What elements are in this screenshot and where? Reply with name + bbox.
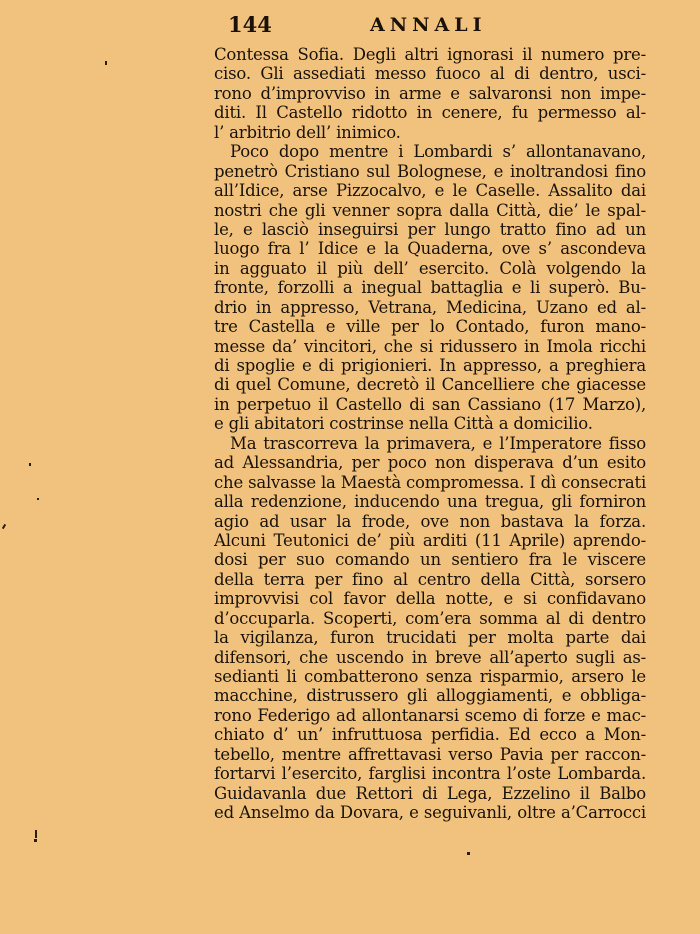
text-line: e gli abitatori costrinse nella Città a domicilio. (214, 414, 593, 434)
text-line: di quel Comune, decretò il Cancelliere che giacesse (214, 375, 646, 395)
ink-speck (467, 852, 470, 855)
text-line: sedianti li combatterono senza risparmio, arsero le (214, 667, 646, 686)
text-line: Contessa Sofia. Degli altri ignorasi il numero pre- (214, 45, 646, 64)
text-line: penetrò Cristiano sul Bolognese, e inoltrandosi fino (214, 161, 646, 181)
text-line: l’ arbitrio dell’ inimico. (214, 122, 401, 142)
ink-speck (105, 61, 107, 65)
text-line: difensori, che uscendo in breve all’aperto sugli as- (214, 647, 646, 667)
text-line: chiato d’ un’ infruttuosa perfidia. Ed ecco a Mon- (214, 725, 646, 745)
text-line: in perpetuo il Castello di san Cassiano (17 Marzo), (214, 394, 646, 414)
text-line: dosi per suo comando un sentiero fra le viscere (214, 550, 646, 570)
text-line: le, e lasciò inseguirsi per lungo tratto fino ad un (214, 219, 646, 239)
text-line: Guidavanla due Rettori di Lega, Ezzelino il Balbo (214, 783, 646, 803)
text-line: alla redenzione, inducendo una tregua, gli forniron (214, 492, 646, 512)
text-line: rono Federigo ad allontanarsi scemo di forze e mac- (214, 705, 646, 725)
ink-speck (2, 524, 6, 529)
text-line: ed Anselmo da Dovara, e seguivanli, oltre a’Carrocci (214, 803, 646, 823)
text-line: la vigilanza, furon trucidati per molta parte dai (214, 628, 646, 648)
text-line: d’occuparla. Scoperti, com’era somma al di dentro (214, 608, 646, 628)
text-line: rono d’improvviso in arme e salvaronsi non impe- (214, 83, 646, 103)
text-line: che salvasse la Maestà compromessa. I dì consecrati (214, 472, 647, 492)
body-text (214, 45, 646, 823)
text-line: drio in appresso, Vetrana, Medicina, Uzano ed al- (214, 297, 646, 317)
text-line: tebello, mentre affrettavasi verso Pavia per raccon- (214, 744, 646, 764)
ink-speck (35, 830, 37, 838)
text-line: ad Alessandria, per poco non disperava d’un esito (214, 453, 646, 473)
page-number: 144 (228, 12, 272, 37)
text-line: improvvisi col favor della notte, e si confidavano (214, 589, 646, 609)
text-line: fronte, forzolli a inegual battaglia e li superò. Bu- (214, 278, 646, 298)
text-line: Alcuni Teutonici de’ più arditi (11 Aprile) aprendo- (214, 530, 646, 550)
text-line: nostri che gli venner sopra dalla Città, die’ le spal- (214, 200, 646, 220)
text-line: tre Castella e ville per lo Contado, furon mano- (214, 317, 646, 337)
text-line: messe da’ vincitori, che si ridussero in Imola ricchi (214, 336, 646, 356)
text-line: Poco dopo mentre i Lombardi s’ allontanavano, (230, 142, 646, 162)
ink-speck (34, 839, 37, 842)
text-line: in agguato il più dell’ esercito. Colà volgendo la (214, 258, 646, 278)
text-line: luogo fra l’ Idice e la Quaderna, ove s’ ascondeva (214, 239, 646, 259)
ink-speck (37, 498, 39, 500)
text-line: macchine, distrussero gli alloggiamenti, e obbliga- (214, 686, 646, 706)
text-line: fortarvi l’esercito, farglisi incontra l’oste Lombarda. (214, 764, 646, 784)
text-line: ciso. Gli assediati messo fuoco al di dentro, usci- (214, 64, 646, 84)
ink-speck (29, 463, 31, 466)
running-head: ANNALI (370, 14, 487, 36)
text-line: di spoglie e di prigionieri. In appresso, a preghiera (214, 356, 646, 375)
text-line: Ma trascorreva la primavera, e l’Imperatore fisso (230, 433, 646, 453)
text-line: agio ad usar la frode, ove non bastava la forza. (214, 511, 646, 531)
text-line: all’Idice, arse Pizzocalvo, e le Caselle. Assalito dai (214, 181, 646, 201)
text-line: diti. Il Castello ridotto in cenere, fu permesso al- (214, 103, 646, 123)
text-line: della terra per fino al centro della Città, sorsero (214, 569, 646, 589)
